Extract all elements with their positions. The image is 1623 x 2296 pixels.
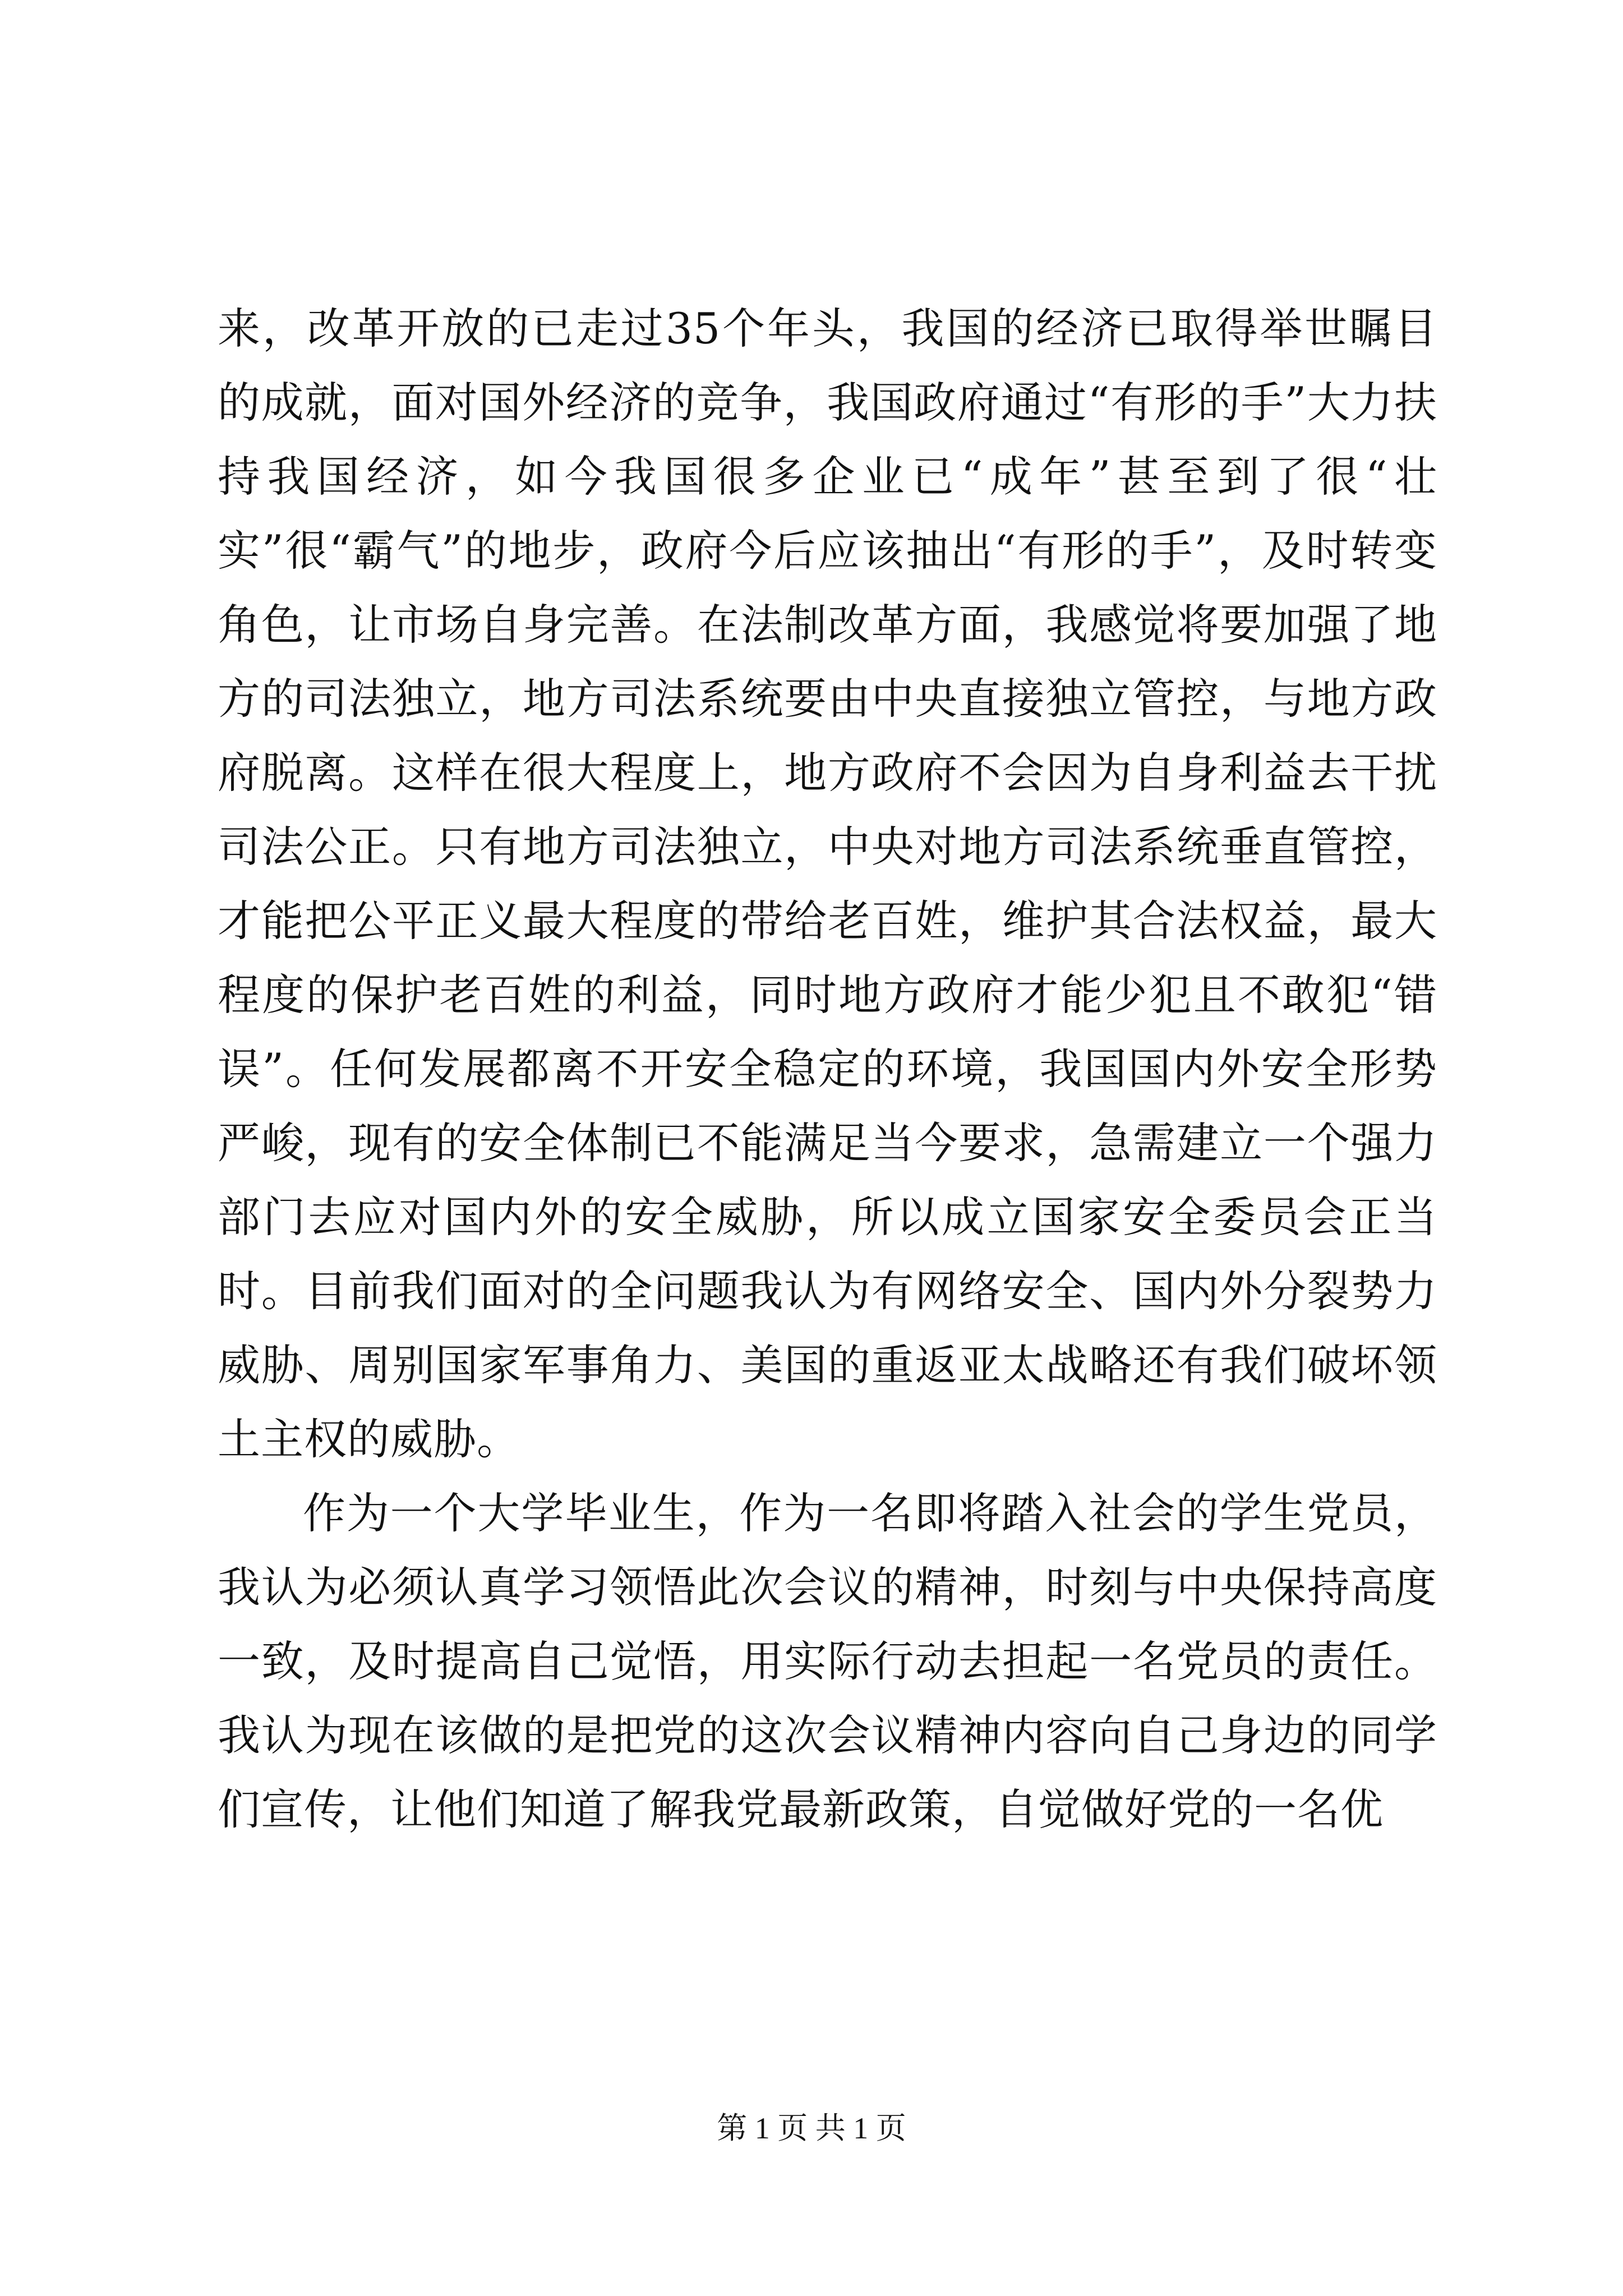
page-number-footer: 第 1 页 共 1 页 [717, 2111, 906, 2145]
document-body [218, 292, 1437, 1847]
paragraph-continued: 来，改革开放的已走过35个年头，我国的经济已取得举世瞩目的成就，面对国外经济的竞争，我国政府通过“有形的手”大力扶持我国经济，如今我国很多企业已“成年”甚至到了很“壮实”很“霸气”的地步，政府今后应该抽出“有形的手”，及时转变角色，让市场自身完善。在法制改革方面，我感觉将要加强了地方的司法独立，地方司法系统要由中央直接独立管控，与地方政府脱离。这样在很大程度上，地方政府不会因为自身利益去干扰司法公正。只有地方司法独立，中央对地方司法系统垂直管控，才能把公平正义最大程度的带给老百姓，维护其合法权益，最大程度的保护老百姓的利益，同时地方政府才能少犯且不敢犯“错误”。任何发展都离不开安全稳定的环境，我国国内外安全形势严峻，现有的安全体制已不能满足当今要求，急需建立一个强力部门去应对国内外的安全威胁，所以成立国家安全委员会正当时。目前我们面对的全问题我认为有网络安全、国内外分裂势力威胁、周别国家军事角力、美国的重返亚太战略还有我们破坏领土主权的威胁。 [218, 303, 1437, 1464]
paragraph-student-member: 作为一个大学毕业生，作为一名即将踏入社会的学生党员，我认为必须认真学习领悟此次会议的精神，时刻与中央保持高度一致，及时提高自己觉悟，用实际行动去担起一名党员的责任。我认为现在该做的是把党的这次会议精神内容向自己身边的同学们宣传，让他们知道了解我党最新政策，自觉做好党的一名优 [218, 1488, 1437, 1834]
